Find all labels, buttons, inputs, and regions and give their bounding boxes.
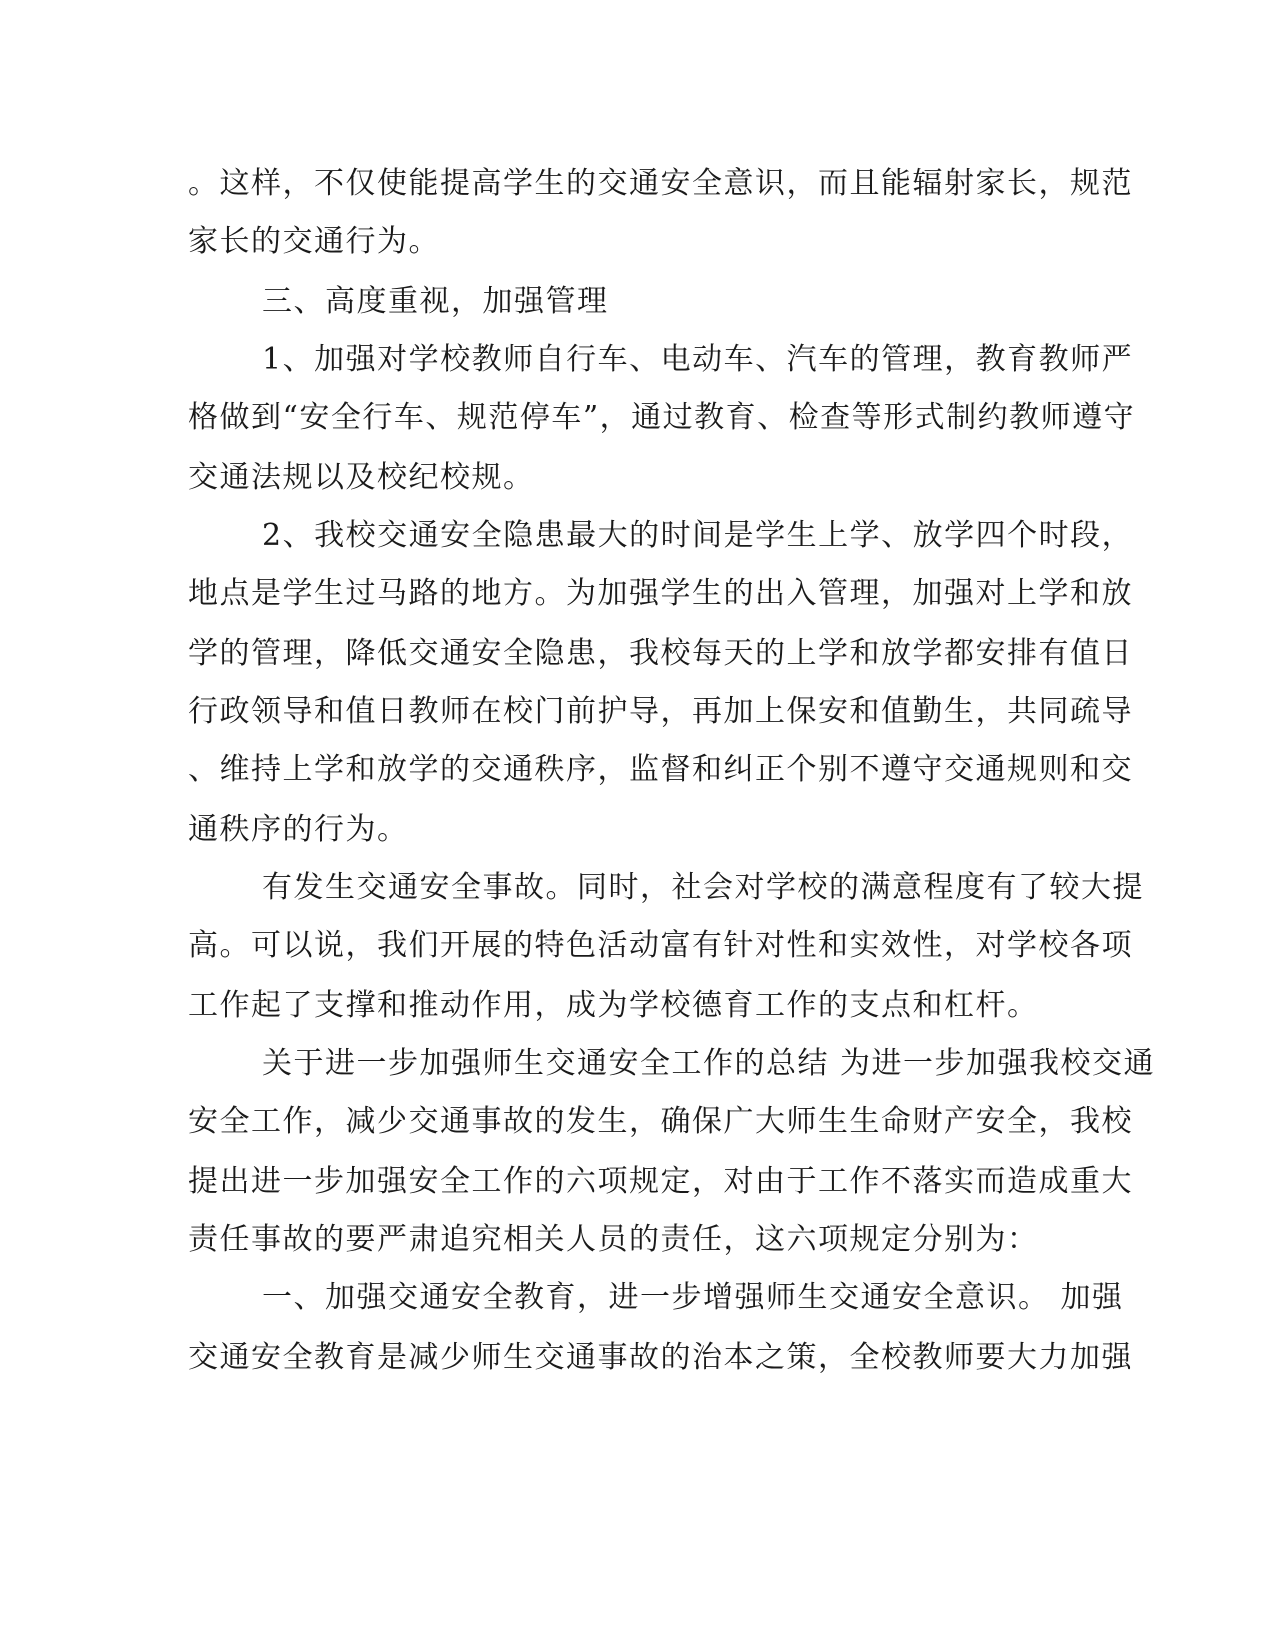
text-line: 提出进一步加强安全工作的六项规定，对由于工作不落实而造成重大	[188, 1164, 1133, 1199]
text-line: 工作起了支撑和推动作用，成为学校德育工作的支点和杠杆。	[188, 988, 1039, 1023]
section-heading: 三、高度重视，加强管理	[262, 284, 609, 319]
text-line: 行政领导和值日教师在校门前护导，再加上保安和值勤生，共同疏导	[188, 694, 1133, 729]
text-line: 2、我校交通安全隐患最大的时间是学生上学、放学四个时段，	[262, 518, 1134, 553]
text-line: 通秩序的行为。	[188, 812, 409, 847]
text-line: 、维持上学和放学的交通秩序，监督和纠正个别不遵守交通规则和交	[188, 752, 1133, 787]
text-line: 交通安全教育是减少师生交通事故的治本之策，全校教师要大力加强	[188, 1340, 1133, 1375]
text-line: 关于进一步加强师生交通安全工作的总结 为进一步加强我校交通	[262, 1046, 1156, 1081]
text-line: 学的管理，降低交通安全隐患，我校每天的上学和放学都安排有值日	[188, 636, 1133, 671]
text-line: 一、加强交通安全教育，进一步增强师生交通安全意识。 加强	[262, 1280, 1124, 1315]
text-line: 1、加强对学校教师自行车、电动车、汽车的管理，教育教师严	[262, 342, 1134, 377]
text-line: 。这样，不仅使能提高学生的交通安全意识，而且能辐射家长，规范	[188, 166, 1133, 201]
text-line: 交通法规以及校纪校规。	[188, 460, 535, 495]
text-line: 高。可以说，我们开展的特色活动富有针对性和实效性，对学校各项	[188, 928, 1133, 963]
text-line: 有发生交通安全事故。同时，社会对学校的满意程度有了较大提	[262, 870, 1144, 905]
text-line: 格做到“安全行车、规范停车”，通过教育、检查等形式制约教师遵守	[188, 400, 1136, 435]
text-line: 安全工作，减少交通事故的发生，确保广大师生生命财产安全，我校	[188, 1104, 1133, 1139]
text-line: 家长的交通行为。	[188, 224, 440, 259]
text-line: 责任事故的要严肃追究相关人员的责任，这六项规定分别为：	[188, 1222, 1039, 1257]
text-line: 地点是学生过马路的地方。为加强学生的出入管理，加强对上学和放	[188, 576, 1133, 611]
